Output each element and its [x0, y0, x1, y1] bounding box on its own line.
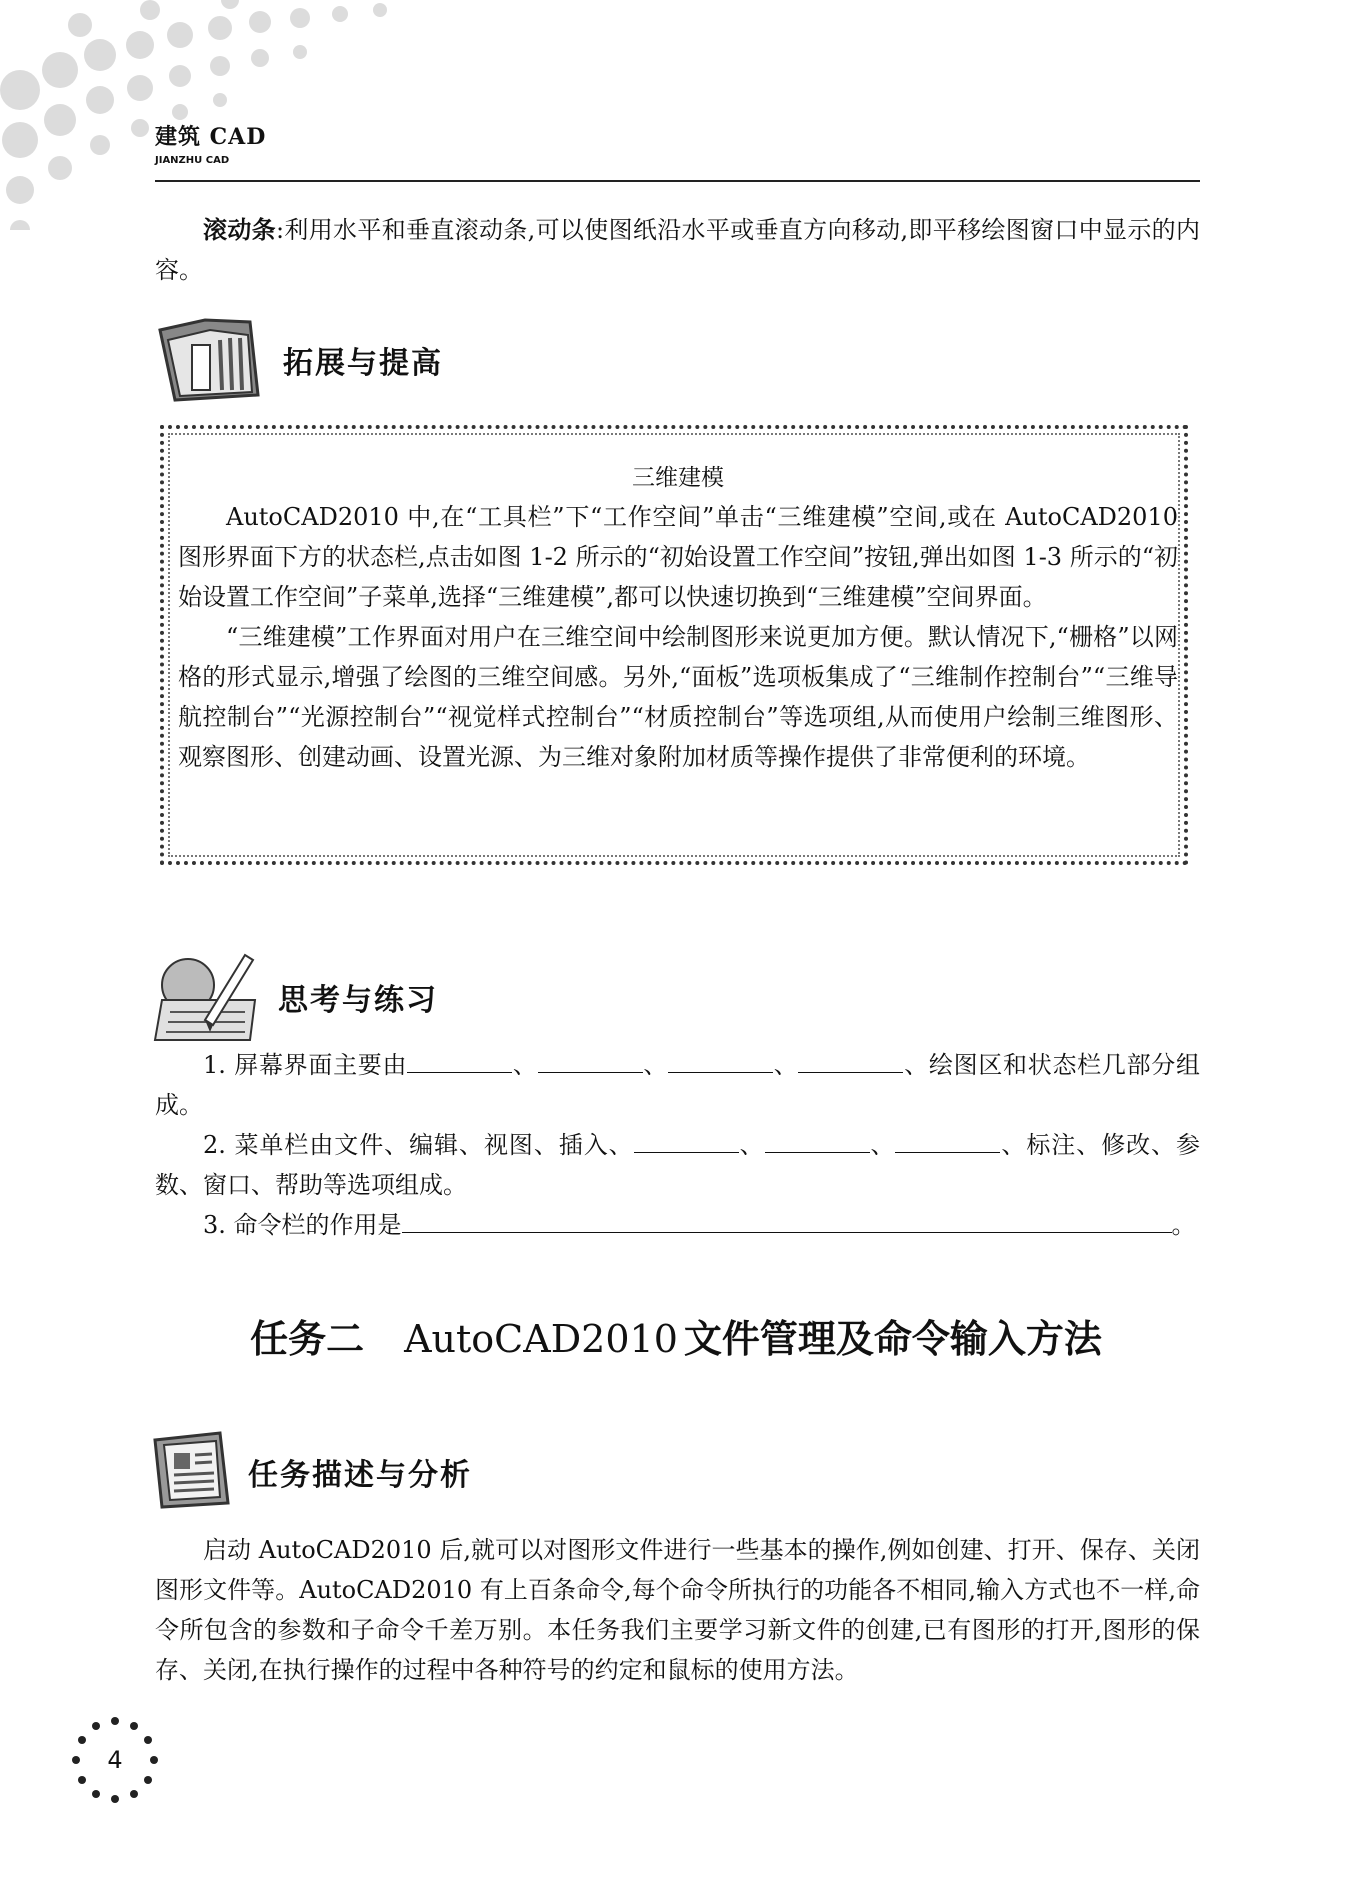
task-product: AutoCAD2010 [404, 1317, 678, 1361]
exercise-list [155, 1045, 1200, 1245]
document-folder-icon [150, 1425, 235, 1510]
page-number: 4 [107, 1746, 123, 1774]
task-description [155, 1530, 1200, 1690]
question-3: 3. 命令栏的作用是 。 [155, 1205, 1200, 1245]
page-number-badge [70, 1715, 160, 1805]
section-heading-extension: 拓展与提高 [283, 346, 443, 381]
question-2: 2. 菜单栏由文件、编辑、视图、插入、 、 、 、标注、修改、参数、窗口、帮助等选项组成。 [155, 1125, 1200, 1205]
folder-icon [150, 300, 265, 405]
extension-box [160, 425, 1188, 865]
pen-notebook-icon [150, 940, 265, 1045]
intro-term: 滚动条 [203, 216, 276, 244]
intro-paragraph [155, 210, 1200, 290]
box-paragraph-2: “三维建模”工作界面对用户在三维空间中绘制图形来说更加方便。默认情况下,“栅格”以网格的形式显示,增强了绘图的三维空间感。另外,“面板”选项板集成了“三维制作控制台”“三维导航控制台”“光源控制台”“视觉样式控制台”“材质控制台”等选项组,从而使用户绘制三维图形、观察图形、创建动画、设置光源、为三维对象附加材质等操作提供了非常便利的环境。 [178, 623, 1178, 771]
task-suffix: 文件管理及命令输入方法 [683, 1317, 1102, 1361]
task-description-text: 启动 AutoCAD2010 后,就可以对图形文件进行一些基本的操作,例如创建、打开、保存、关闭图形文件等。AutoCAD2010 有上百条命令,每个命令所执行的功能各不相同,输入方式也不一样,命令所包含的参数和子命令千差万别。本任务我们主要学习新文件的创建,已有图形的打开,图形的保存、关闭,在执行操作的过程中各种符号的约定和鼠标的使用方法。 [155, 1536, 1200, 1684]
header-divider [155, 180, 1200, 182]
box-title: 三维建模 [632, 465, 724, 491]
section-heading-task: 任务描述与分析 [248, 1458, 472, 1493]
decorative-dots-pattern [0, 0, 420, 230]
intro-text: :利用水平和垂直滚动条,可以使图纸沿水平或垂直方向移动,即平移绘图窗口中显示的内容。 [155, 216, 1201, 284]
section-heading-exercise: 思考与练习 [278, 983, 438, 1018]
task-title [0, 1308, 1352, 1363]
box-body [178, 497, 1178, 777]
task-prefix: 任务二 [250, 1317, 365, 1361]
box-paragraph-1: AutoCAD2010 中,在“工具栏”下“工作空间”单击“三维建模”空间,或在 AutoCAD2010 图形界面下方的状态栏,点击如图 1-2 所示的“初始设置工作空间”按钮,弹出如图 1-3 所示的“初始设置工作空间”子菜单,选择“三维建模”,都可以快速切换到“三维建模”空间界面。 [178, 503, 1178, 611]
header-subtitle: JIANZHU CAD [155, 155, 230, 166]
header-title: 建筑 CAD [155, 124, 267, 150]
question-1: 1. 屏幕界面主要由 、 、 、 、绘图区和状态栏几部分组成。 [155, 1045, 1200, 1125]
